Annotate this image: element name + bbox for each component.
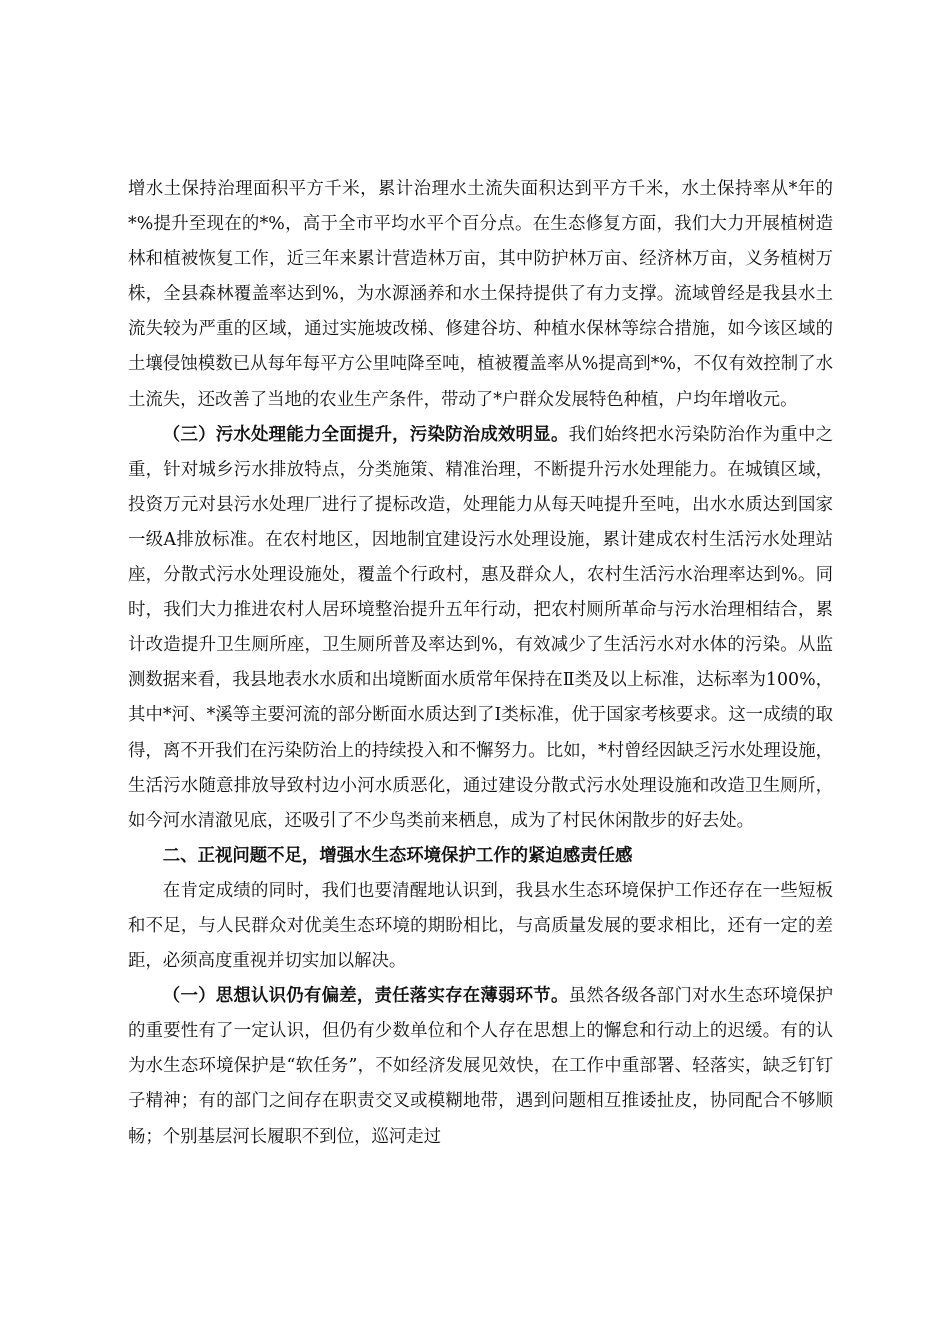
paragraph-lead-heading: （三）污水处理能力全面提升，污染防治成效明显。	[162, 424, 569, 445]
section-heading: 二、正视问题不足，增强水生态环境保护工作的紧迫感责任感	[162, 845, 633, 866]
paragraph-text: 增水土保持治理面积平方千米，累计治理水土流失面积达到平方千米，水土保持率从*年的*%提升至现在的*%，高于全市平均水平个百分点。在生态修复方面，我们大力开展植树造林和植被恢复工作，近三年来累计营造林万亩，其中防护林万亩、经济林万亩，义务植树万株，全县森林覆盖率达到%，为水源涵养和水土保持提供了有力支撑。流域曾经是我县水土流失较为严重的区域，通过实施坡改梯、修建谷坊、种植水保林等综合措施，如今该区域的土壤侵蚀模数已从每年每平方公里吨降至吨，植被覆盖率从%提高到*%，不仅有效控制了水土流失，还改善了当地的农业生产条件，带动了*户群众发展特色种植，户均年增收元。	[128, 179, 833, 410]
paragraph-awareness-responsibility	[128, 979, 833, 1154]
paragraph-lead-heading: （一）思想认识仍有偏差，责任落实存在薄弱环节。	[162, 986, 569, 1007]
paragraph-text: 我们始终把水污染防治作为重中之重，针对城乡污水排放特点，分类施策、精准治理，不断提升污水处理能力。在城镇区域，投资万元对县污水处理厂进行了提标改造，处理能力从每天吨提升至吨，出水水质达到国家一级A排放标准。在农村地区，因地制宜建设污水处理设施，累计建成农村生活污水处理站座，分散式污水处理设施处，覆盖个行政村，惠及群众人，农村生活污水治理率达到%。同时，我们大力推进农村人居环境整治提升五年行动，把农村厕所革命与污水治理相结合，累计改造提升卫生厕所座，卫生厕所普及率达到%，有效减少了生活污水对水体的污染。从监测数据来看，我县地表水水质和出境断面水质常年保持在Ⅱ类及以上标准，达标率为100%，其中*河、*溪等主要河流的部分断面水质达到了Ⅰ类标准，优于国家考核要求。这一成绩的取得，离不开我们在污染防治上的持续投入和不懈努力。比如，*村曾经因缺乏污水处理设施，生活污水随意排放导致村边小河水质恶化，通过建设分散式污水处理设施和改造卫生厕所，如今河水清澈见底，还吸引了不少鸟类前来栖息，成为了村民休闲散步的好去处。	[128, 424, 833, 831]
paragraph-text: 在肯定成绩的同时，我们也要清醒地认识到，我县水生态环境保护工作还存在一些短板和不足，与人民群众对优美生态环境的期盼相比，与高质量发展的要求相比，还有一定的差距，必须高度重视并切实加以解决。	[128, 880, 833, 972]
paragraph-intro-problems	[128, 874, 833, 979]
paragraph-text: 虽然各级各部门对水生态环境保护的重要性有了一定认识，但仍有少数单位和个人存在思想上的懈怠和行动上的迟缓。有的认为水生态环境保护是“软任务”，不如经济发展见效快，在工作中重部署、轻落实，缺乏钉钉子精神；有的部门之间存在职责交叉或模糊地带，遇到问题相互推诿扯皮，协同配合不够顺畅；个别基层河长履职不到位，巡河走过	[128, 986, 833, 1147]
paragraph-sewage-treatment	[128, 418, 833, 839]
paragraph-soil-conservation	[128, 172, 833, 418]
document-body	[128, 172, 833, 1155]
